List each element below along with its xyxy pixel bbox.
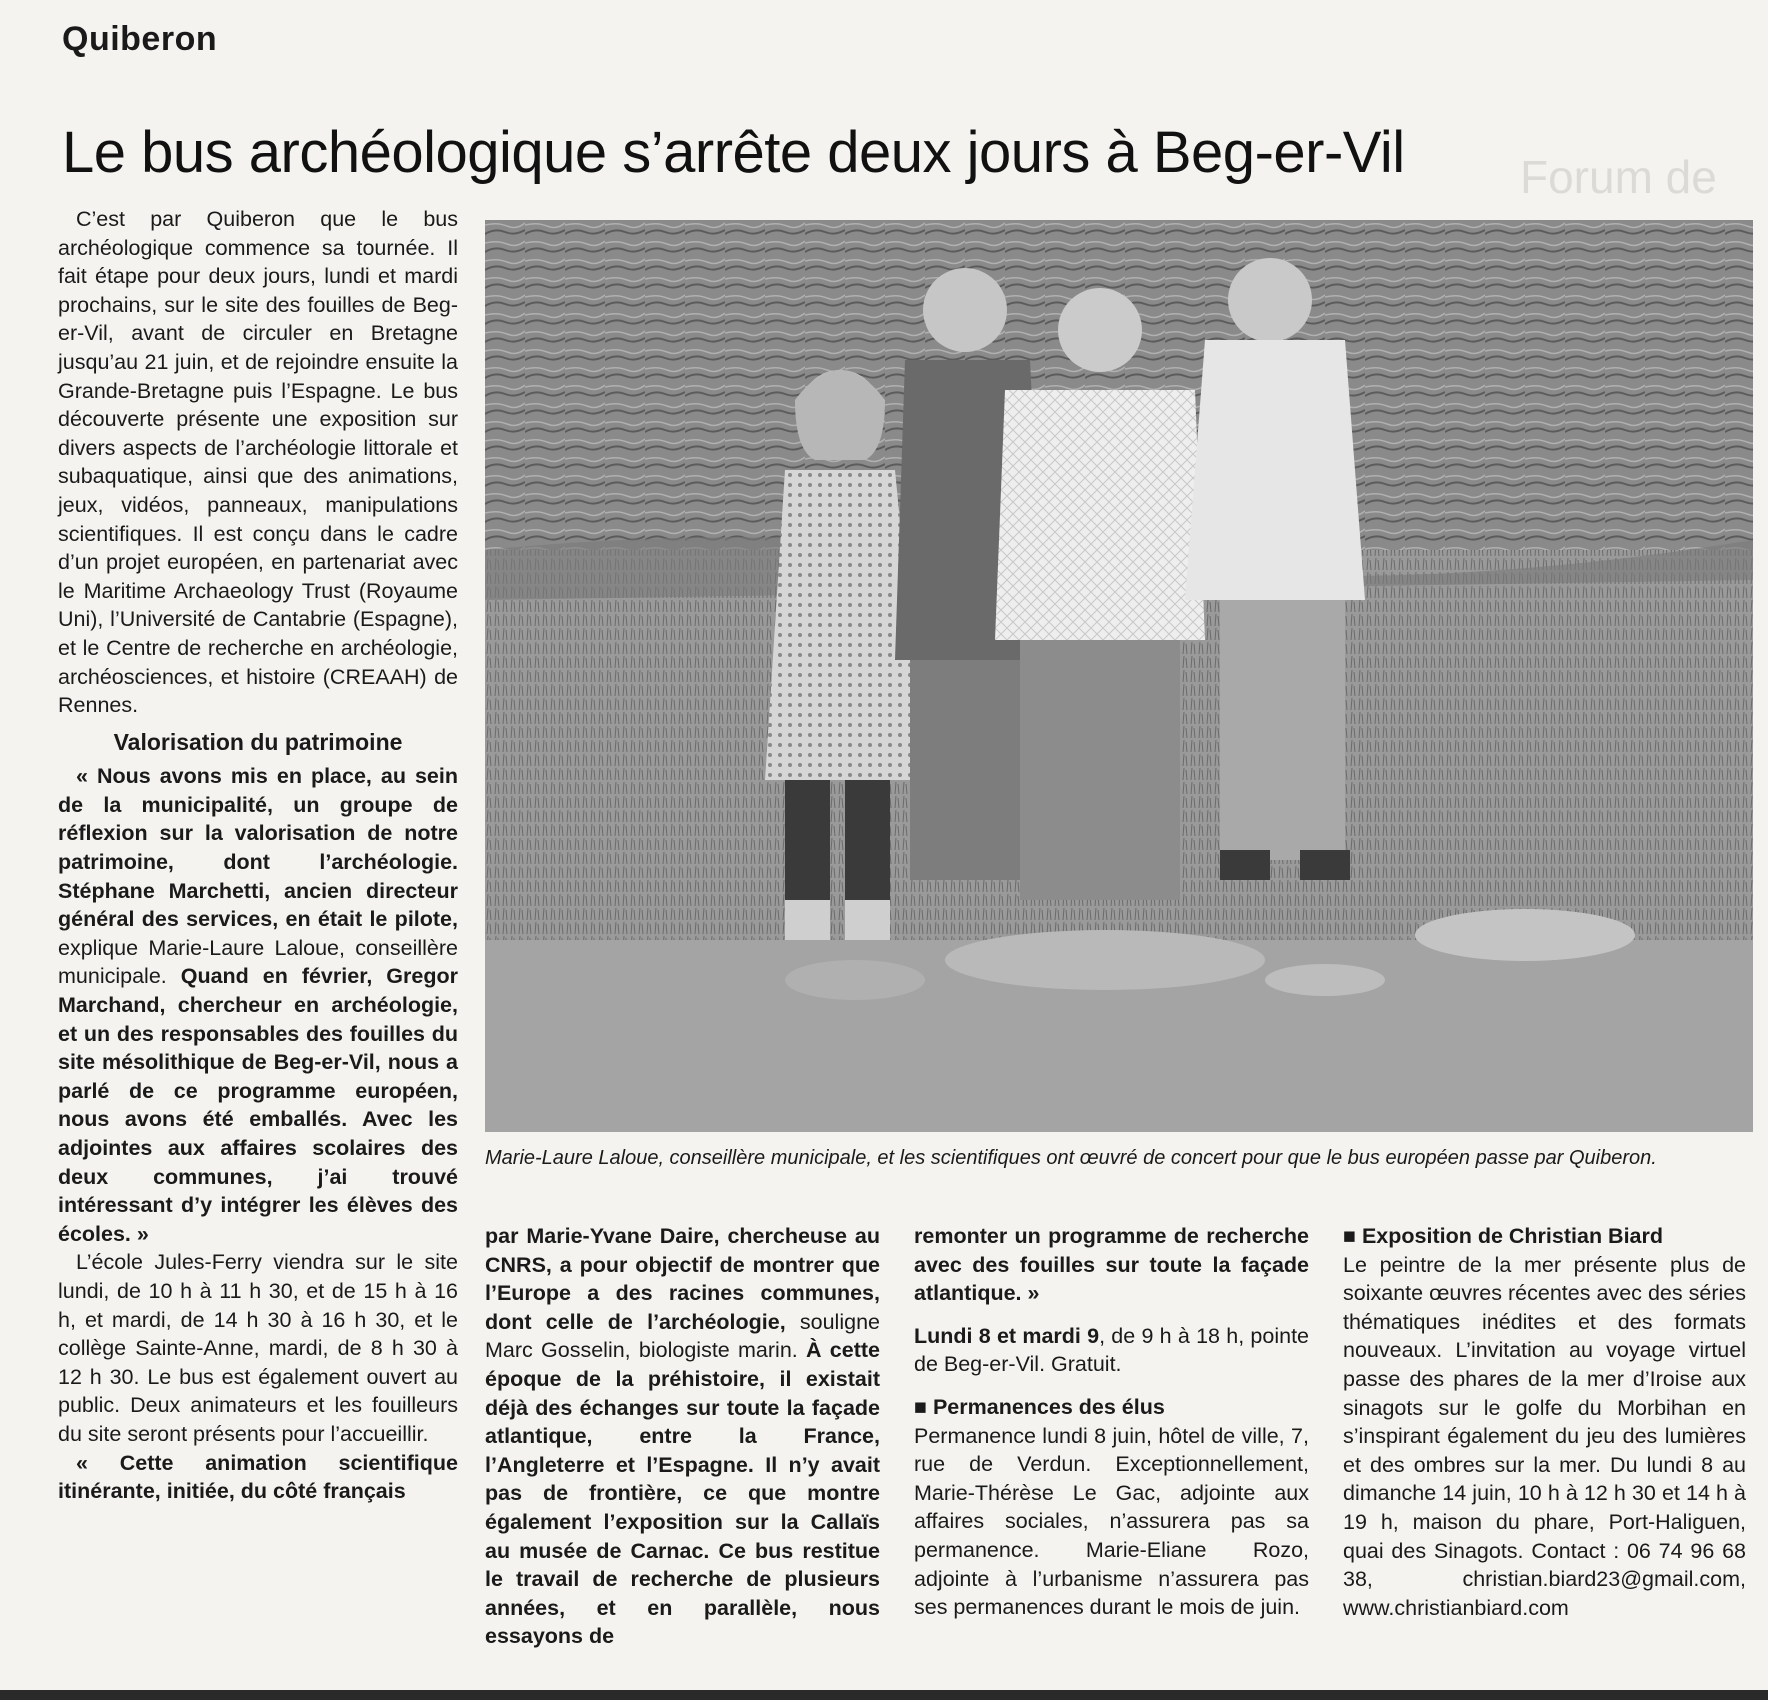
article-column-2 bbox=[485, 1222, 880, 1651]
dates-rest: , de 9 h à 18 h, pointe de Beg-er-Vil. Gratuit. bbox=[914, 1323, 1309, 1377]
attribution-text: explique Marie-Laure Laloue, conseillère municipale. bbox=[58, 935, 458, 989]
article-headline: Le bus archéologique s’arrête deux jours à Beg-er-Vil bbox=[62, 120, 1405, 185]
article-photo bbox=[485, 220, 1753, 1132]
quote-text: « Nous avons mis en place, au sein de la municipalité, un groupe de réflexion sur la valorisation de notre patrimoine, dont l’archéologie. Stéphane Marchetti, ancien directeur général des services, en était le pilote, bbox=[58, 764, 458, 932]
page-bottom-edge bbox=[0, 1690, 1768, 1700]
brief-body-exposition: Le peintre de la mer présente plus de soixante œuvres récentes avec des séries thématiques inédites et des formats nouveaux. L’invitation au voyage virtuel passe des phares de la mer d’Iroise aux sinagots sur le golfe du Morbihan en s’inspirant également du jeu des lumières et des ombres sur la mer. Du lundi 8 au dimanche 14 juin, 10 h à 12 h 30 et 14 h à 19 h, maison du phare, Port-Haliguen, quai des Sinagots. Contact : 06 74 96 68 38, christian.biard23@gmail.com, www.christianbiard.com bbox=[1343, 1252, 1746, 1620]
quote-continuation bbox=[485, 1222, 880, 1651]
bleed-through-text: Forum de bbox=[1520, 151, 1717, 203]
article-column-1 bbox=[58, 205, 458, 1506]
quote-end: remonter un programme de recherche avec des fouilles sur toute la façade atlantique. » bbox=[914, 1224, 1309, 1306]
quote-text: par Marie-Yvane Daire, chercheuse au CNRS, a pour objectif de montrer que l’Europe a des racines communes, dont celle de l’archéologie, bbox=[485, 1224, 880, 1334]
section-rubric: Quiberon bbox=[62, 20, 218, 58]
brief-title-exposition: ■ Exposition de Christian Biard bbox=[1343, 1224, 1664, 1248]
brief-body-permanences: Permanence lundi 8 juin, hôtel de ville, 7, rue de Verdun. Exceptionnellement, Marie-Thérèse Le Gac, adjointe aux affaires sociales, n’assurera pas sa permanence. Marie-Eliane Rozo, adjointe à l’urbanisme n’assurera pas ses permanences durant le mois de juin. bbox=[914, 1423, 1309, 1620]
photo-caption: Marie-Laure Laloue, conseillère municipale, et les scientifiques ont œuvré de concert pour que le bus européen passe par Quiberon. bbox=[485, 1147, 1657, 1169]
dates-bold: Lundi 8 et mardi 9 bbox=[914, 1323, 1100, 1348]
attribution-text: souligne Marc Gosselin, biologiste marin. bbox=[485, 1309, 880, 1363]
intro-paragraph: C’est par Quiberon que le bus archéologique commence sa tournée. Il fait étape pour deux jours, lundi et mardi prochains, sur le site des fouilles de Beg-er-Vil, avant de circuler en Bretagne jusqu’au 21 juin, et de rejoindre ensuite la Grande-Bretagne puis l’Espagne. Le bus découverte présente une exposition sur divers aspects de l’archéologie littorale et subaquatique, ainsi que des animations, jeux, vidéos, panneaux, manipulations scientifiques. Il est conçu dans le cadre d’un projet européen, en partenariat avec le Maritime Archaeology Trust (Royaume Uni), l’Université de Cantabrie (Espagne), et le Centre de recherche en archéologie, archéosciences, et histoire (CREAAH) de Rennes. bbox=[58, 207, 458, 718]
subheading: Valorisation du patrimoine bbox=[113, 728, 403, 755]
quote-text: À cette époque de la préhistoire, il existait déjà des échanges sur toute la façade atlantique, entre la France, l’Angleterre et l’Espagne. Il n’y avait pas de frontière, ce que montre également l’exposition sur la Callaïs au musée de Carnac. Ce bus restitue le travail de recherche de plusieurs années, et en parallèle, nous essayons de bbox=[485, 1338, 880, 1649]
quote-text: Quand en février, Gregor Marchand, chercheur en archéologie, et un des responsables des fouilles du site mésolithique de Beg-er-Vil, nous a parlé de ce programme européen, nous avons été emballés. Avec les adjointes aux affaires scolaires des deux communes, j’ai trouvé intéressant d’y intégrer les élèves des écoles. » bbox=[58, 964, 458, 1246]
quote-paragraph-1 bbox=[58, 762, 458, 1248]
quote-paragraph-2: « Cette animation scientifique itinérante, initiée, du côté français bbox=[58, 1450, 458, 1504]
brief-title-permanences: ■ Permanences des élus bbox=[914, 1394, 1165, 1419]
event-dates bbox=[914, 1322, 1309, 1379]
article-column-4 bbox=[1343, 1222, 1746, 1622]
article-column-3 bbox=[914, 1222, 1309, 1622]
schedule-paragraph: L’école Jules-Ferry viendra sur le site lundi, de 10 h à 11 h 30, et de 15 h à 16 h, et mardi, de 14 h 30 à 16 h 30, et le collège Sainte-Anne, mardi, de 8 h 30 à 12 h 30. Le bus est également ouvert au public. Deux animateurs et les fouilleurs du site seront présents pour l’accueillir. bbox=[58, 1250, 458, 1446]
